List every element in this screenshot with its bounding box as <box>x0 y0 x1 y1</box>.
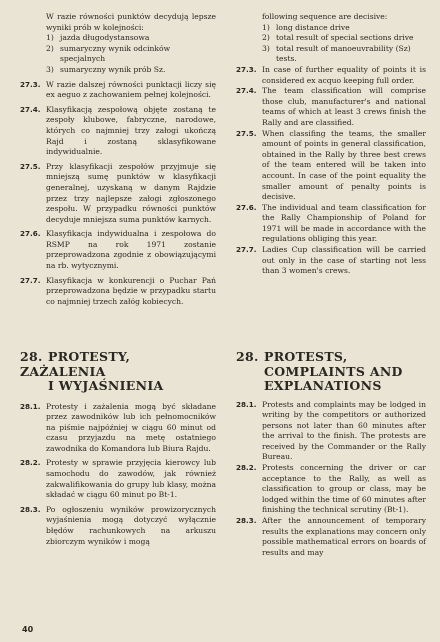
paragraph-28-1: 28.1. Protesty i zażalenia mogą być składane przez zawodników lub ich pełnomocników na piśmie najpóźniej w ciągu 60 minut od czasu przyjazdu na metę ostatniego zawodnika do Komandora lub Biura Rajdu. <box>20 401 216 453</box>
paragraph-27-4: 27.4. The team classification will comprise those club, manufacturer's and national teams of which at least 3 crews finish the Rally and are classified. <box>236 86 426 127</box>
list-item: 1) jazda długodystansowa <box>46 33 150 43</box>
list-item: 2) total result of special sections drive <box>262 33 414 43</box>
paragraph-27-7: 27.7. Klasyfikacja w konkurencji o Puchar Pań przeprowadzona będzie w przypadku startu co najmniej trzech załóg kobiecych. <box>20 275 216 306</box>
paragraph-28-3: 28.3. Po ogłoszeniu wyników prowizorycznych wyjaśnienia mogą dotyczyć wyłącznie błędów rachunkowych na arkuszu zbiorczym wyników i mogą <box>20 504 216 546</box>
polish-section-28 <box>20 350 216 547</box>
english-section-28 <box>236 350 426 558</box>
intro-text: W razie równości punktów decydują lepsze wyniki prób w kolejności: <box>46 12 216 32</box>
paragraph-27-4: 27.4. Klasyfikacją zespołową objęte zostaną te zespoły klubowe, fabryczne, narodowe, których co najmniej trzy załogi ukończą Rajd i zostaną sklasyfikowane indywidualnie. <box>20 104 216 157</box>
english-column-top <box>236 12 426 277</box>
paragraph-27-3: 27.3. In case of further equality of points it is considered ex acquo keeping full order. <box>236 64 426 85</box>
list-item: 3) sumaryczny wynik prób Sz. <box>46 64 166 74</box>
paragraph-28-1: 28.1. Protests and complaints may be lodged in writing by the competitors or authorized persons not later than 60 minutes after the arrival to the finish. The protests are received by the Commander or the Rally Bureau. <box>236 399 426 462</box>
paragraph-27-3: 27.3. W razie dalszej równości punktacji liczy się ex aeguo z zachowaniem pełnej kolejności. <box>20 79 216 100</box>
paragraph-28-2: 28.2. Protesty w sprawie przyjęcia kierowcy lub samochodu do zawodów, jak również zakwalifikowania do grupy lub klasy, można składać w ciągu 60 minut po Bt-1. <box>20 458 216 500</box>
paragraph-27-6: 27.6. Klasyfikacja indywidualna i zespołowa do RSMP na rok 1971 zostanie przeprowadzona zgodnie z obowiązującymi na rb. wytycznymi. <box>20 229 216 271</box>
section-heading: 28. PROTESTY, ZAŻALENIA I WYJAŚNIENIA <box>20 349 164 393</box>
paragraph-28-2: 28.2. Protests concerning the driver or car acceptance to the Rally, as well as classification to group or class, may be lodged within the time of 60 minutes after finishing the technical scrutiny (Bt-1). <box>236 463 426 515</box>
list-item: 2) sumaryczny wynik odcinków specjalnych <box>46 43 171 64</box>
section-heading: 28. PROTESTS, COMPLAINTS AND EXPLANATIONS <box>236 349 403 393</box>
intro-text: following sequence are decisive: <box>262 12 388 21</box>
paragraph-27-5: 27.5. When classifing the teams, the smaller amount of points in general classification, obtained in the Rally by three best crews of the team entered will be taken into account. In case of the point equality the smaller amount of penalty points is decisive. <box>236 128 426 202</box>
page-number: 40 <box>22 625 34 634</box>
list-item: 3) total result of manoeuvrability (Sz) tests. <box>262 43 411 64</box>
decisive-list <box>20 33 216 75</box>
paragraph-27-7: 27.7. Ladies Cup classification will be carried out only in the case of starting not less than 3 women's crews. <box>236 245 426 276</box>
list-item: 1) long distance drive <box>262 22 350 32</box>
paragraph-28-3: 28.3. After the announcement of temporary results the explanations may concern only possible mathematical errors on boards of results and may <box>236 516 426 557</box>
polish-column-top <box>20 12 216 307</box>
paragraph-27-6: 27.6. The individual and team classification for the Rally Championship of Poland for 1971 will be made in accordance with the regulations obliging this year. <box>236 202 426 244</box>
decisive-list <box>236 23 426 65</box>
paragraph-27-5: 27.5. Przy klasyfikacji zespołów przyjmuje się mniejszą sumę punktów w klasyfikacji generalnej, uzyskaną w danym Rajdzie przez trzy najlepsze załogi zgłoszonego zespołu. W przypadku równości punktów decyduje mniejsza suma punktów karnych. <box>20 161 216 224</box>
